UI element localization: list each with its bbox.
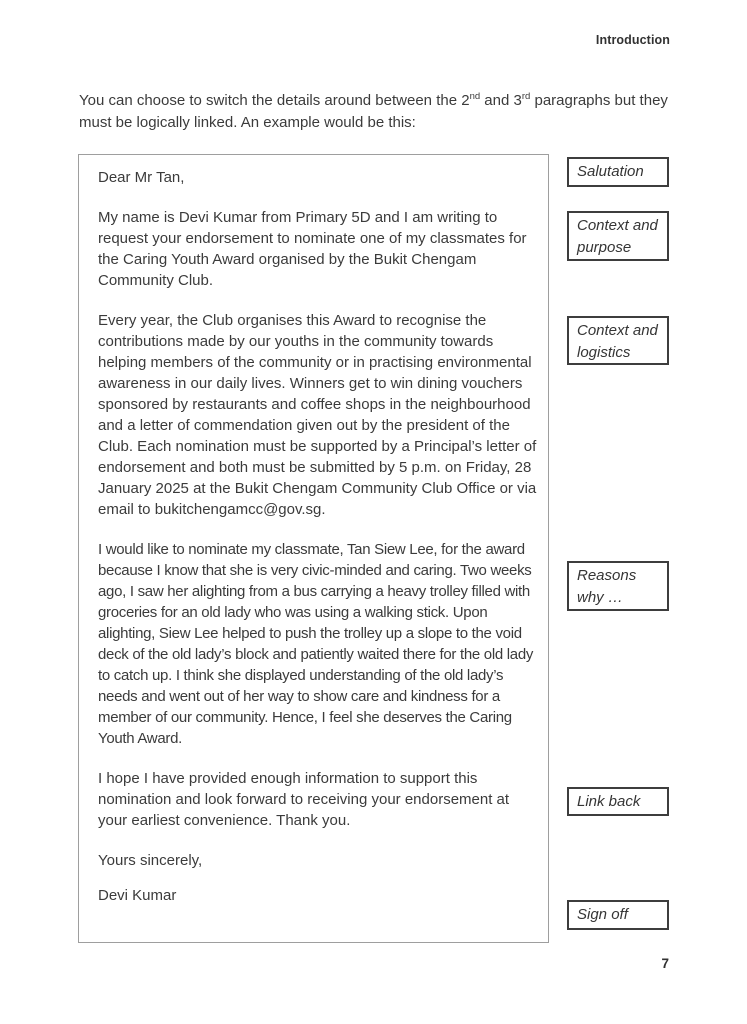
ordinal-superscript-nd: nd bbox=[469, 91, 481, 102]
letter-paragraph-context-logistics: Every year, the Club organises this Award to recognise the contributions made by our youths in the community towards helping members of the community or in practising environmental awareness in our daily lives. Winners get to win dining vouchers sponsored by restaurants and coffee shops in the neighbourhood and a letter of commendation given out by the president of the Club. Each nomination must be supported by a Principal’s letter of endorsement and both must be submitted by 5 p.m. on Friday, 28 January 2025 at the Bukit Chengam Community Club Office or via email to bukitchengamcc@gov.sg. bbox=[98, 312, 537, 518]
letter-signature-line: Devi Kumar bbox=[98, 887, 177, 904]
letter-closing-line: Yours sincerely, bbox=[98, 852, 203, 869]
intro-text-part-3: paragraphs but they must be logically linked. An example would be this: bbox=[79, 92, 668, 131]
annotation-box-context-logistics: Context and logistics bbox=[567, 316, 669, 365]
intro-text-part-1: You can choose to switch the details around between the 2 bbox=[79, 92, 470, 109]
annotation-box-sign-off: Sign off bbox=[567, 900, 669, 930]
ordinal-superscript-rd: rd bbox=[521, 91, 531, 102]
intro-text-part-2: and 3 bbox=[480, 92, 522, 109]
annotation-box-context-purpose: Context and purpose bbox=[567, 211, 669, 261]
annotation-box-reasons-why: Reasons why … bbox=[567, 561, 669, 611]
page-number: 7 bbox=[661, 956, 669, 971]
letter-paragraph-reasons: I would like to nominate my classmate, Tan Siew Lee, for the award because I know that she is very civic-minded and caring. Two weeks ago, I saw her alighting from a bus carrying a heavy trolley filled with groceries for an old lady who was using a walking stick. Upon alighting, Siew Lee helped to push the trolley up a slope to the void deck of the old lady’s block and patiently waited there for the old lady to catch up. I think she displayed understanding of the old lady’s needs and went out of her way to show care and kindness for a member of our community. Hence, I feel she deserves the Caring Youth Award. bbox=[98, 541, 534, 747]
running-header: Introduction bbox=[595, 33, 670, 47]
letter-example-box bbox=[78, 154, 549, 943]
intro-paragraph bbox=[79, 90, 679, 134]
annotation-box-salutation: Salutation bbox=[567, 157, 669, 187]
letter-paragraph-link-back: I hope I have provided enough information to support this nomination and look forward to receiving your endorsement at your earliest convenience. Thank you. bbox=[98, 770, 510, 829]
letter-paragraph-context-purpose: My name is Devi Kumar from Primary 5D and I am writing to request your endorsement to nominate one of my classmates for the Caring Youth Award organised by the Bukit Chengam Community Club. bbox=[98, 209, 527, 289]
annotation-box-link-back: Link back bbox=[567, 787, 669, 816]
letter-salutation-line: Dear Mr Tan, bbox=[98, 169, 185, 186]
